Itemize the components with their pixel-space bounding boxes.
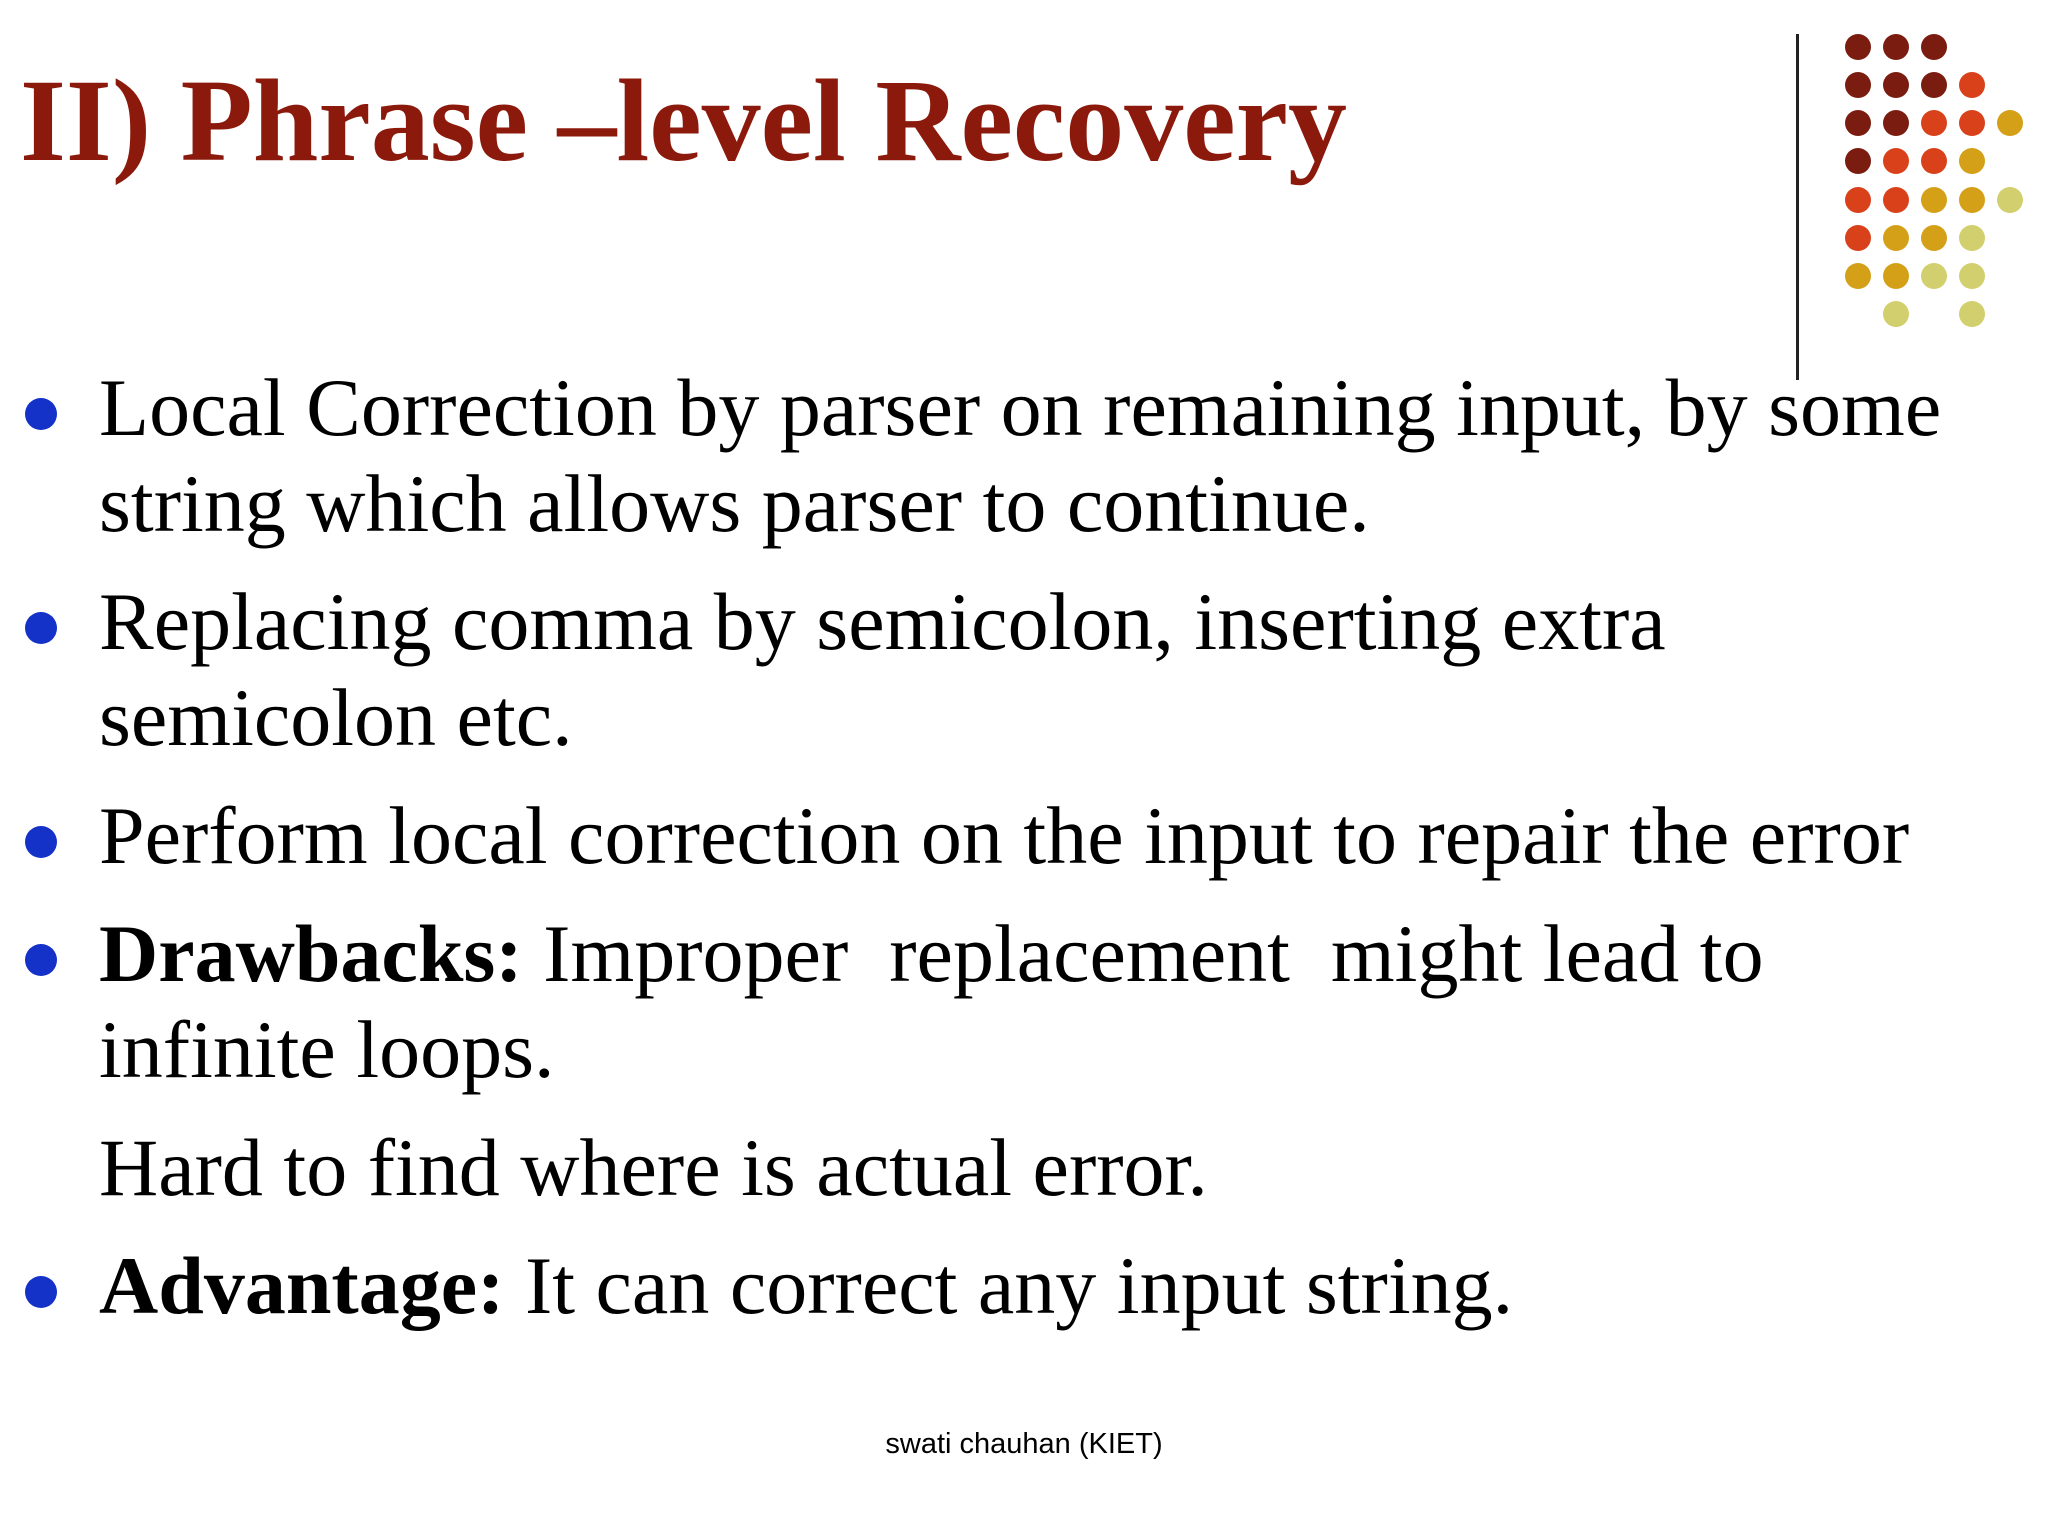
- decorative-dot-icon: [1845, 110, 1871, 136]
- decorative-dot-icon: [1883, 225, 1909, 251]
- bullet-item: [0, 360, 2048, 552]
- decorative-dot-icon: [1883, 148, 1909, 174]
- decorative-dot-icon: [1845, 34, 1871, 60]
- decorative-dot-icon: [1921, 187, 1947, 213]
- decorative-dot-icon: [1959, 110, 1985, 136]
- bullet-text: Local Correction by parser on remaining input, by some string which allows parser to continue.: [99, 362, 1942, 549]
- decorative-dot-icon: [1959, 301, 1985, 327]
- title-divider-line: [1796, 34, 1799, 380]
- decorative-dot-icon: [1921, 225, 1947, 251]
- decorative-dot-icon: [1997, 110, 2023, 136]
- decorative-dot-icon: [1921, 72, 1947, 98]
- bullet-item-advantage: [0, 1238, 2048, 1334]
- decorative-dot-icon: [1845, 148, 1871, 174]
- decorative-dot-icon: [1883, 110, 1909, 136]
- bullet-text: Improper replacement might lead to infinite loops.: [99, 908, 1785, 1095]
- decorative-dot-icon: [1845, 72, 1871, 98]
- bullet-text: Replacing comma by semicolon, inserting extra semicolon etc.: [99, 576, 1666, 763]
- decorative-dot-icon: [1921, 263, 1947, 289]
- decorative-dot-icon: [1883, 34, 1909, 60]
- bullet-item-drawbacks: [0, 906, 2048, 1098]
- decorative-dot-icon: [1959, 148, 1985, 174]
- bullet-dot-icon: [25, 826, 57, 858]
- bullet-item: [0, 788, 2048, 884]
- decorative-dot-icon: [1921, 110, 1947, 136]
- decorative-dot-icon: [1959, 225, 1985, 251]
- decorative-dot-icon: [1997, 187, 2023, 213]
- decorative-dot-icon: [1959, 263, 1985, 289]
- bullet-dot-icon: [25, 944, 57, 976]
- decorative-dot-icon: [1845, 263, 1871, 289]
- decorative-dot-icon: [1845, 187, 1871, 213]
- bullet-continuation-text: Hard to find where is actual error.: [99, 1122, 1208, 1213]
- decorative-dot-icon: [1883, 263, 1909, 289]
- bullet-dot-icon: [25, 398, 57, 430]
- decorative-dot-icon: [1883, 301, 1909, 327]
- decorative-dot-icon: [1959, 187, 1985, 213]
- bullet-continuation: [0, 1120, 2048, 1216]
- bullet-bold-label: Drawbacks:: [99, 908, 523, 999]
- decorative-dot-icon: [1883, 187, 1909, 213]
- decorative-dot-icon: [1845, 225, 1871, 251]
- bullet-text: Perform local correction on the input to repair the error: [99, 790, 1910, 881]
- decorative-dot-icon: [1959, 72, 1985, 98]
- slide-footer: swati chauhan (KIET): [885, 1428, 1163, 1460]
- bullet-text: It can correct any input string.: [504, 1240, 1514, 1331]
- slide-title: II) Phrase –level Recovery: [20, 55, 1348, 186]
- bullet-bold-label: Advantage:: [99, 1240, 505, 1331]
- decorative-dot-icon: [1883, 72, 1909, 98]
- bullet-dot-icon: [25, 612, 57, 644]
- decorative-dot-icon: [1921, 34, 1947, 60]
- bullet-list: [0, 360, 2048, 1334]
- bullet-item: [0, 574, 2048, 766]
- bullet-dot-icon: [25, 1276, 57, 1308]
- decorative-dot-icon: [1921, 148, 1947, 174]
